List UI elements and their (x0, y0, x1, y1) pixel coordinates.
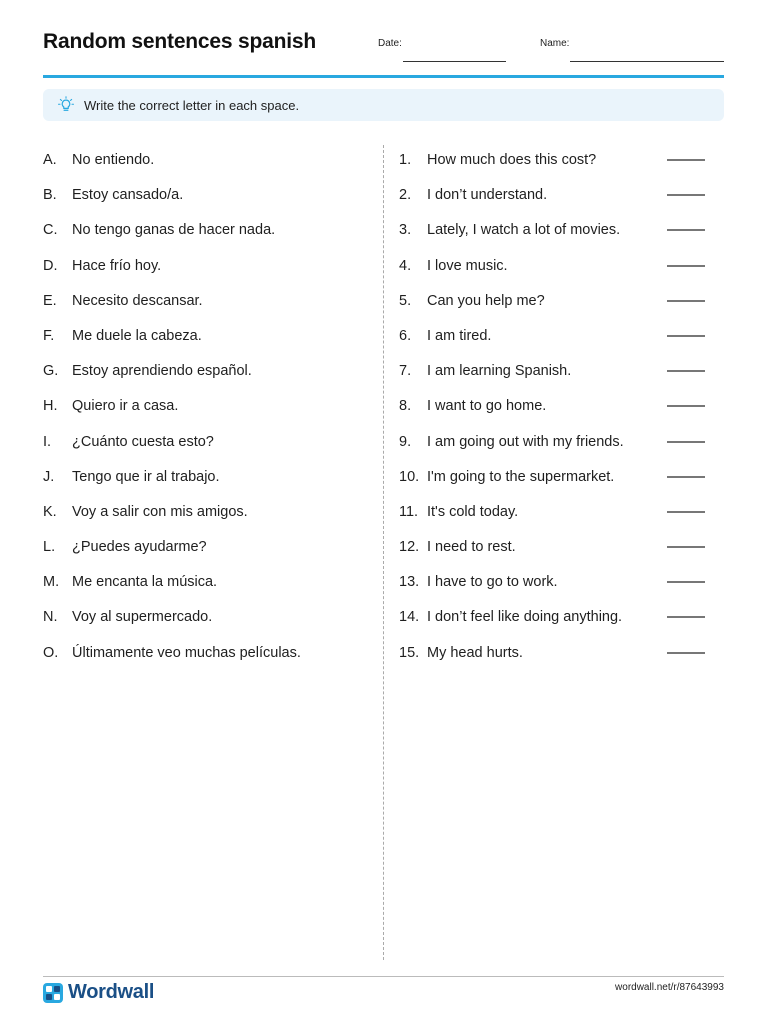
english-sentence: I don’t feel like doing anything. (427, 609, 623, 626)
answer-blank[interactable] (667, 300, 705, 302)
item-letter: H. (43, 398, 58, 415)
name-label: Name: (540, 38, 570, 49)
lightbulb-icon (57, 96, 75, 114)
english-item (399, 152, 709, 187)
english-sentence: I need to rest. (427, 539, 516, 556)
date-field[interactable] (403, 61, 506, 62)
item-number: 15. (399, 644, 420, 661)
spanish-sentence: Me duele la cabeza. (72, 327, 202, 344)
item-letter: M. (43, 574, 60, 591)
spanish-sentence: Hace frío hoy. (72, 257, 162, 274)
english-item (399, 187, 709, 222)
english-item (399, 363, 709, 398)
english-item (399, 258, 709, 293)
english-sentence: I'm going to the supermarket. (427, 468, 615, 485)
item-number: 7. (399, 363, 412, 380)
spanish-sentence: Tengo que ir al trabajo. (72, 468, 220, 485)
answer-blank[interactable] (667, 476, 705, 478)
item-letter: I. (43, 433, 52, 450)
item-number: 5. (399, 292, 412, 309)
spanish-sentence: Voy al supermercado. (72, 609, 213, 626)
english-item (399, 434, 709, 469)
item-number: 12. (399, 539, 420, 556)
spanish-item (43, 293, 301, 328)
answer-blank[interactable] (667, 370, 705, 372)
item-number: 9. (399, 433, 412, 450)
item-letter: J. (43, 468, 55, 485)
answer-blank[interactable] (667, 652, 705, 654)
footer-url[interactable]: wordwall.net/r/87643993 (615, 982, 724, 993)
spanish-item (43, 328, 301, 363)
item-number: 14. (399, 609, 420, 626)
answer-blank[interactable] (667, 511, 705, 513)
item-letter: E. (43, 292, 57, 309)
spanish-sentence: Estoy cansado/a. (72, 187, 184, 204)
english-item (399, 539, 709, 574)
instruction-box (43, 89, 724, 121)
item-letter: O. (43, 644, 59, 661)
english-item (399, 504, 709, 539)
answer-blank[interactable] (667, 616, 705, 618)
english-sentence: I don’t understand. (427, 187, 548, 204)
spanish-item (43, 539, 301, 574)
spanish-sentence: ¿Puedes ayudarme? (72, 539, 207, 556)
spanish-sentence: Me encanta la música. (72, 574, 218, 591)
name-field[interactable] (570, 61, 724, 62)
item-number: 2. (399, 187, 412, 204)
item-letter: G. (43, 363, 59, 380)
spanish-item (43, 645, 301, 680)
item-letter: B. (43, 187, 57, 204)
item-number: 4. (399, 257, 412, 274)
spanish-item (43, 398, 301, 433)
answer-blank[interactable] (667, 405, 705, 407)
english-item (399, 222, 709, 257)
spanish-sentence: Estoy aprendiendo español. (72, 363, 252, 380)
spanish-sentence-list (43, 152, 301, 680)
spanish-item (43, 258, 301, 293)
spanish-sentence: No tengo ganas de hacer nada. (72, 222, 276, 239)
item-letter: A. (43, 152, 57, 168)
english-sentence: I am learning Spanish. (427, 363, 572, 380)
date-label: Date: (378, 38, 402, 49)
english-sentence: I am going out with my friends. (427, 433, 624, 450)
english-item (399, 469, 709, 504)
spanish-item (43, 504, 301, 539)
english-sentence-list (399, 152, 709, 680)
spanish-sentence: Necesito descansar. (72, 292, 203, 309)
item-number: 1. (399, 152, 412, 168)
spanish-item (43, 574, 301, 609)
item-number: 6. (399, 327, 412, 344)
instruction-text: Write the correct letter in each space. (84, 97, 300, 113)
item-letter: L. (43, 539, 56, 556)
english-item (399, 645, 709, 680)
english-sentence: I am tired. (427, 327, 492, 344)
english-item (399, 293, 709, 328)
item-letter: F. (43, 327, 55, 344)
spanish-sentence: Últimamente veo muchas películas. (72, 644, 301, 661)
spanish-sentence: No entiendo. (72, 152, 155, 168)
answer-blank[interactable] (667, 229, 705, 231)
spanish-item (43, 609, 301, 644)
spanish-item (43, 222, 301, 257)
english-sentence: Lately, I watch a lot of movies. (427, 222, 621, 239)
answer-blank[interactable] (667, 194, 705, 196)
item-letter: D. (43, 257, 58, 274)
item-letter: C. (43, 222, 58, 239)
page-title: Random sentences spanish (43, 30, 316, 53)
answer-blank[interactable] (667, 546, 705, 548)
brand-name: Wordwall (68, 981, 155, 1003)
item-number: 11. (399, 503, 419, 520)
answer-blank[interactable] (667, 265, 705, 267)
spanish-sentence: Quiero ir a casa. (72, 398, 179, 415)
answer-blank[interactable] (667, 441, 705, 443)
english-sentence: My head hurts. (427, 644, 523, 661)
english-sentence: I have to go to work. (427, 574, 558, 591)
item-letter: N. (43, 609, 58, 626)
english-sentence: How much does this cost? (427, 152, 597, 168)
english-item (399, 328, 709, 363)
item-number: 3. (399, 222, 412, 239)
spanish-sentence: Voy a salir con mis amigos. (72, 503, 248, 520)
spanish-sentence: ¿Cuánto cuesta esto? (72, 433, 214, 450)
wordwall-grid-icon (43, 983, 63, 1003)
spanish-item (43, 434, 301, 469)
spanish-item (43, 363, 301, 398)
english-sentence: I want to go home. (427, 398, 547, 415)
spanish-item (43, 152, 301, 187)
header-divider (43, 75, 724, 78)
column-divider (383, 145, 384, 960)
english-item (399, 609, 709, 644)
answer-blank[interactable] (667, 581, 705, 583)
answer-blank[interactable] (667, 335, 705, 337)
english-sentence: I love music. (427, 257, 508, 274)
item-number: 10. (399, 468, 420, 485)
footer-divider (43, 976, 724, 977)
english-item (399, 398, 709, 433)
english-sentence: It's cold today. (427, 503, 519, 520)
item-number: 13. (399, 574, 420, 591)
english-item (399, 574, 709, 609)
spanish-item (43, 187, 301, 222)
item-number: 8. (399, 398, 412, 415)
item-letter: K. (43, 503, 57, 520)
answer-blank[interactable] (667, 159, 705, 161)
english-sentence: Can you help me? (427, 292, 545, 309)
spanish-item (43, 469, 301, 504)
wordwall-logo[interactable] (43, 981, 154, 1004)
